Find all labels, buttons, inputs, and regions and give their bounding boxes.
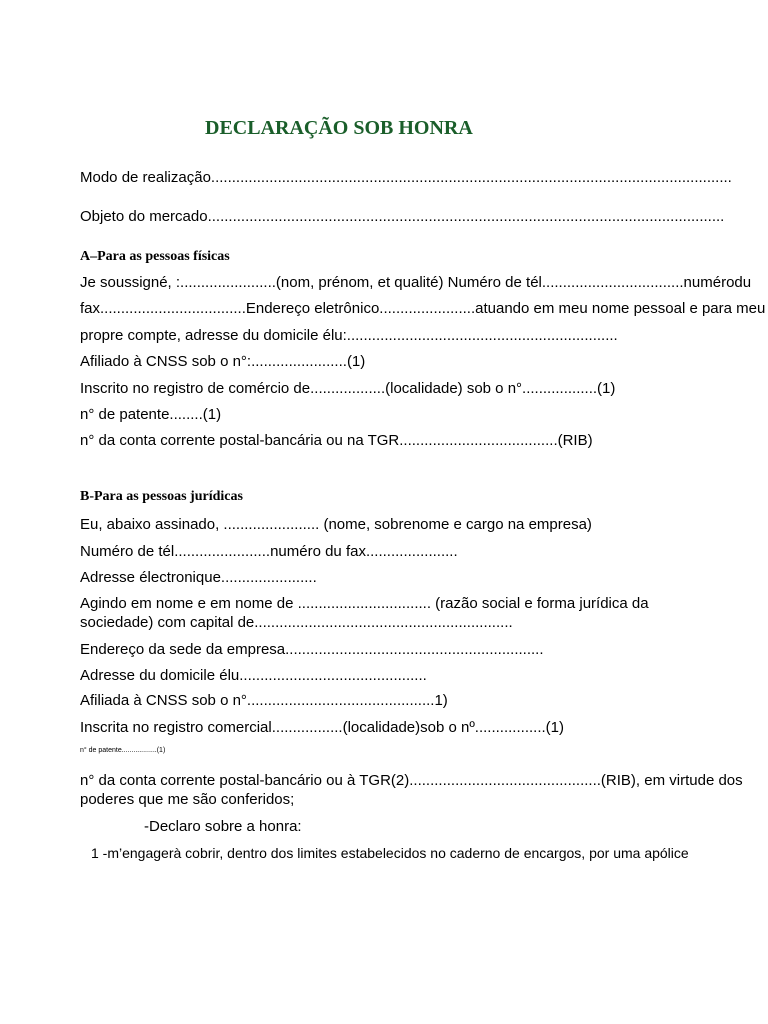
- section-b-line: poderes que me são conferidos;: [80, 791, 295, 808]
- section-a-line: Inscrito no registro de comércio de..................(localidade) sob o n°..................(1): [80, 380, 616, 397]
- patente-small-line: n° de patente..................(1): [80, 747, 166, 754]
- section-b-line: Afiliada à CNSS sob o n°.............................................1): [80, 692, 448, 709]
- section-b-line: Inscrita no registro comercial.................(localidade)sob o nº.................(1): [80, 719, 564, 736]
- section-a-heading: A–Para as pessoas físicas: [80, 249, 230, 264]
- section-b-line: Eu, abaixo assinado, ....................... (nome, sobrenome e cargo na empresa): [80, 516, 592, 533]
- item-1-line: 1 -m’engagerà cobrir, dentro dos limites estabelecidos no caderno de encargos, por uma apólice: [91, 845, 689, 861]
- section-b-line: Adresse électronique.......................: [80, 569, 317, 586]
- section-b-line: sociedade) com capital de..............................................................: [80, 614, 513, 631]
- section-a-line: n° de patente........(1): [80, 406, 222, 423]
- declaro-line: -Declaro sobre a honra:: [144, 818, 302, 835]
- modo-realizacao-line: Modo de realização.............................................................................................................................: [80, 169, 732, 186]
- section-a-line: Je soussigné, :.......................(nom, prénom, et qualité) Numéro de tél..................................numérodu: [80, 274, 752, 291]
- section-b-line: Endereço da sede da empresa..............................................................: [80, 641, 544, 658]
- section-a-line: fax...................................Endereço eletrônico.......................atuando em meu nome pessoal e para meu: [80, 300, 766, 317]
- section-b-line: Numéro de tél.......................numéro du fax......................: [80, 543, 458, 560]
- section-b-line: n° da conta corrente postal-bancário ou à TGR(2)..............................................(RIB), em virtude dos: [80, 772, 743, 789]
- document-title: DECLARAÇÃO SOB HONRA: [205, 117, 473, 139]
- section-a-line: Afiliado à CNSS sob o n°:.......................(1): [80, 353, 366, 370]
- section-b-line: Adresse du domicile élu.............................................: [80, 667, 427, 684]
- section-a-line: n° da conta corrente postal-bancária ou na TGR......................................(RIB): [80, 432, 593, 449]
- section-b-heading: B-Para as pessoas jurídicas: [80, 489, 243, 504]
- section-b-line: Agindo em nome e em nome de ................................ (razão social e forma jurídica da: [80, 595, 649, 612]
- objeto-mercado-line: Objeto do mercado............................................................................................................................: [80, 208, 725, 225]
- section-a-line: propre compte, adresse du domicile élu:.................................................................: [80, 327, 618, 344]
